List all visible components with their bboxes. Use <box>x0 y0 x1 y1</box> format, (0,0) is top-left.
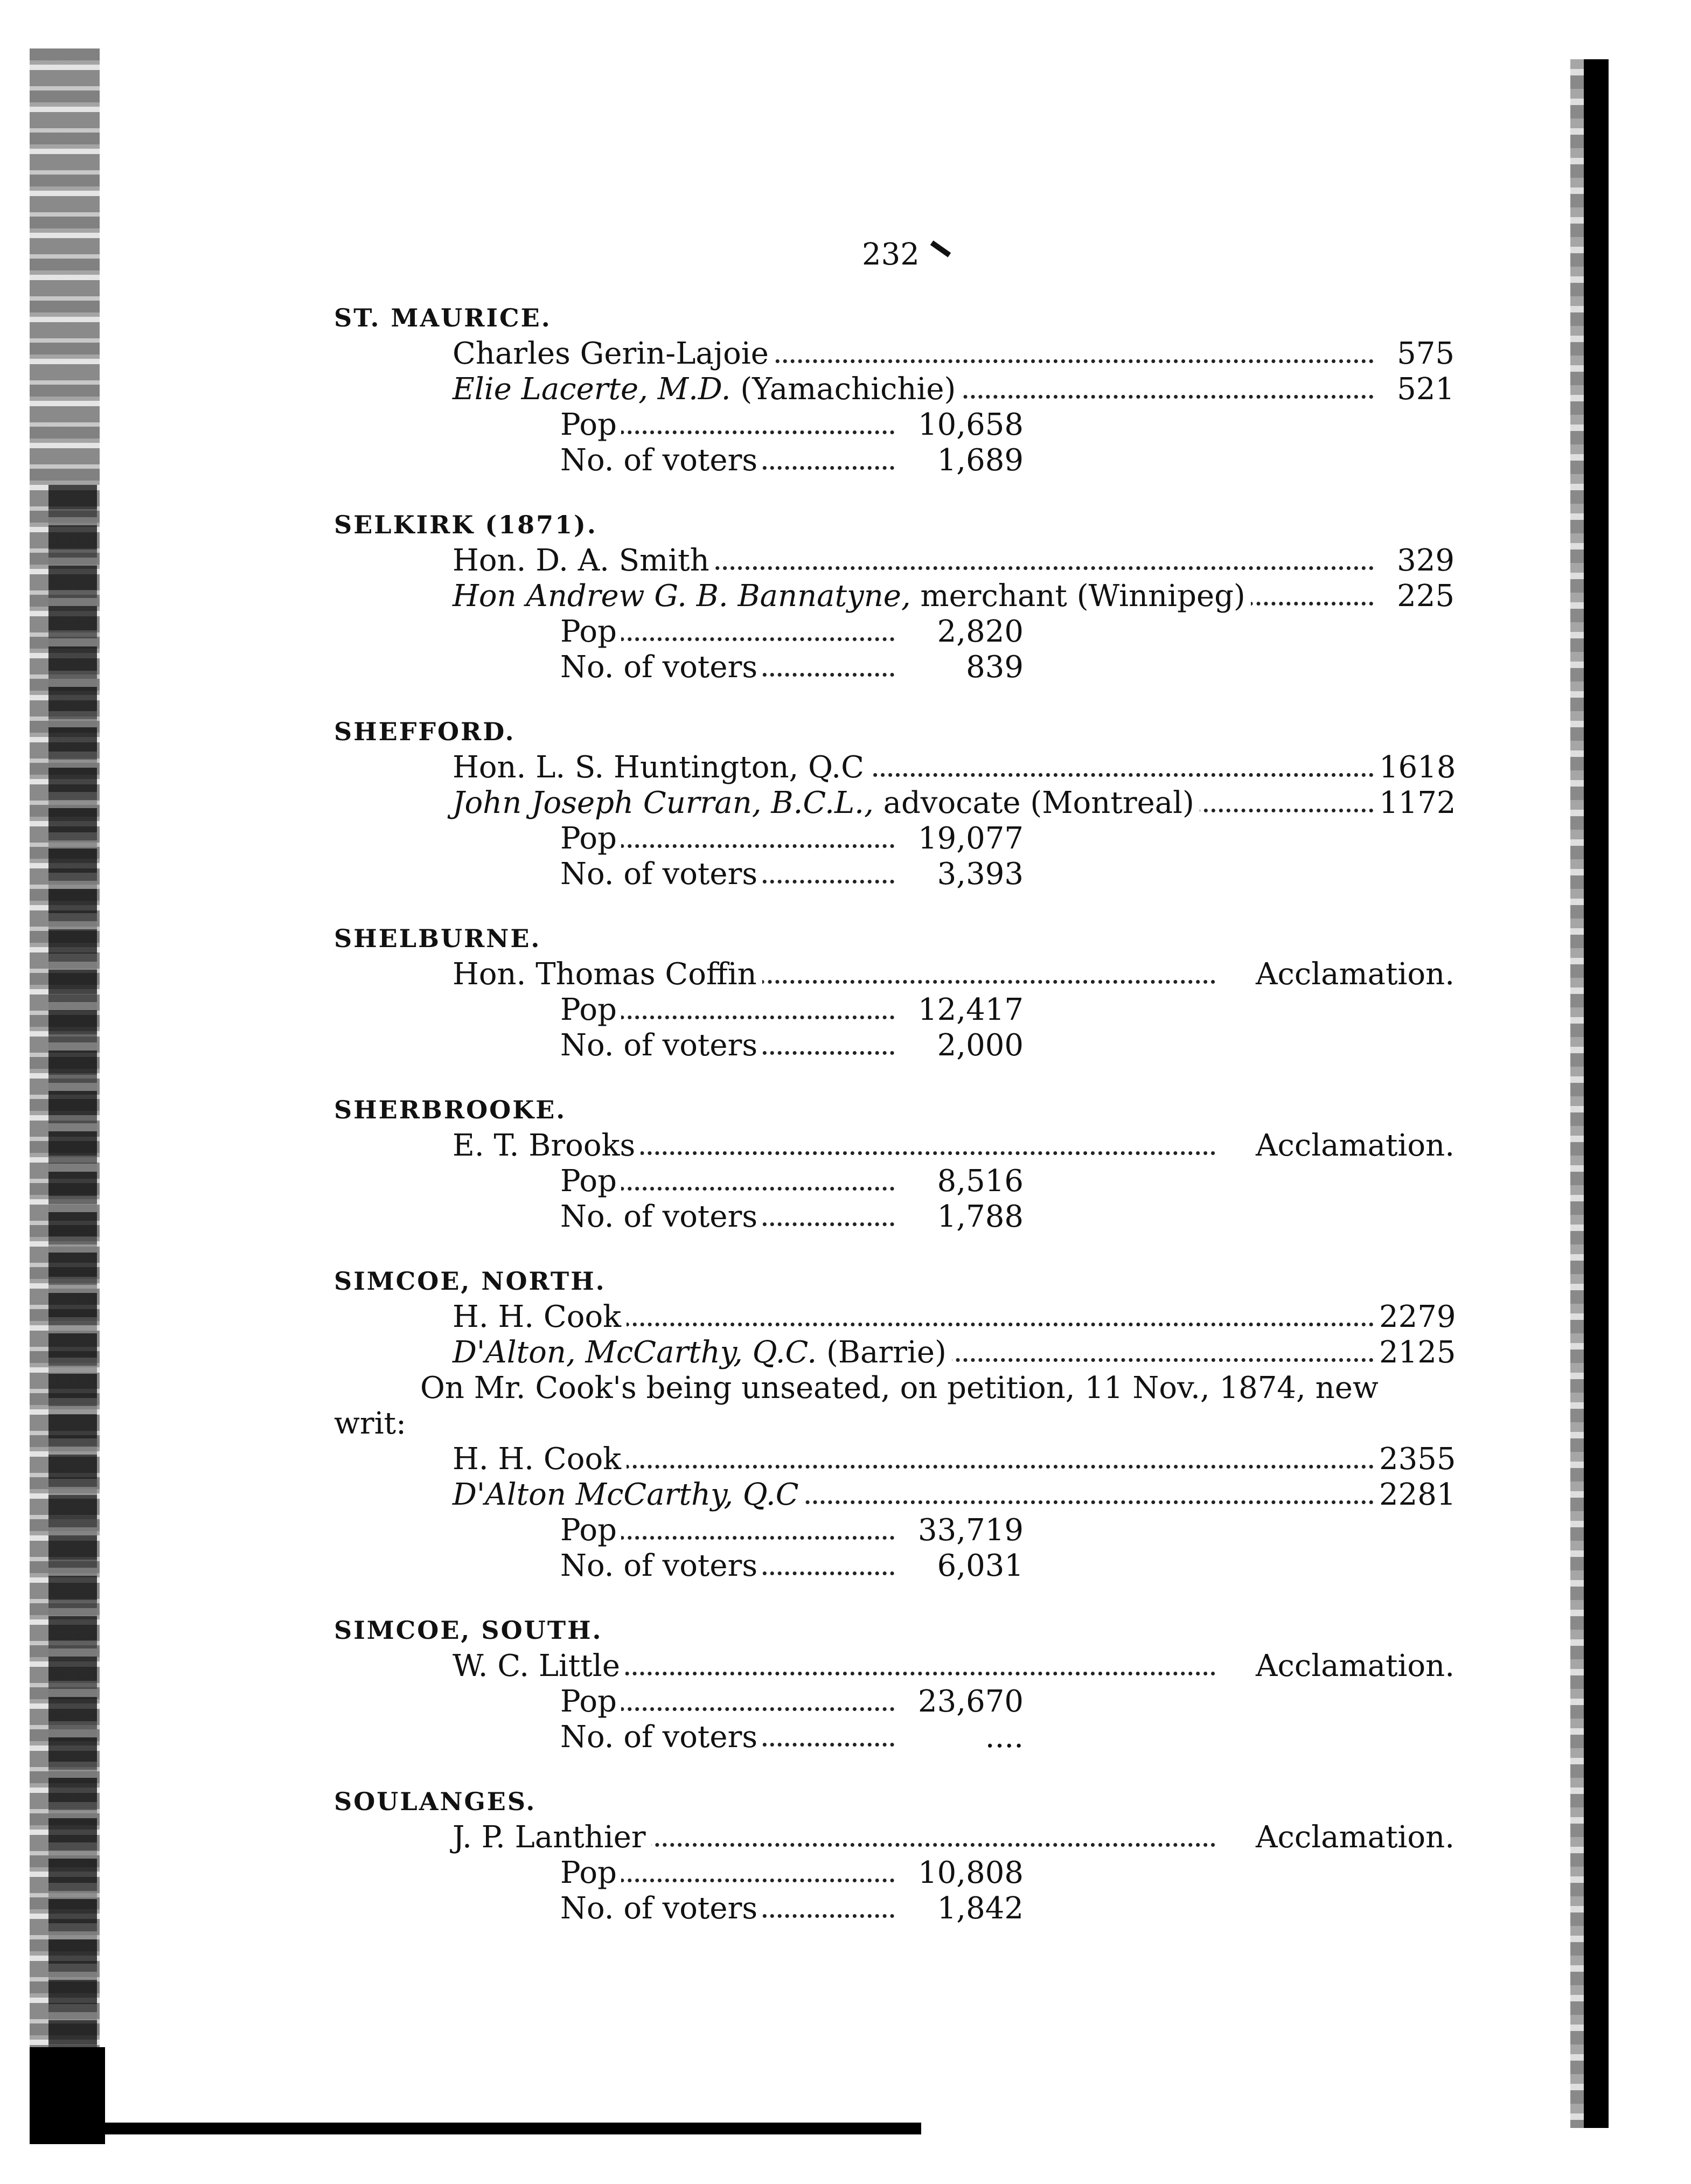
candidate-name: E. T. Brooks <box>453 1128 641 1163</box>
voters-value: 2,000 <box>937 1028 1024 1063</box>
candidate-line <box>334 543 1455 579</box>
candidate-line <box>334 336 1455 372</box>
candidate-line <box>334 1299 1455 1335</box>
constituency-entry <box>334 1265 1455 1584</box>
voters-label: No. of voters <box>560 1891 762 1926</box>
voters-value: 1,788 <box>937 1199 1024 1234</box>
candidate-line <box>334 1128 1455 1164</box>
voters-value: .... <box>985 1720 1024 1755</box>
voters-line <box>334 857 1455 892</box>
voters-label: No. of voters <box>560 650 762 685</box>
candidate-name: J. P. Lanthier <box>453 1820 651 1855</box>
constituency-heading: SHELBURNE. <box>334 924 541 953</box>
constituency-heading: ST. MAURICE. <box>334 303 552 332</box>
candidate-name: H. H. Cook <box>453 1442 627 1477</box>
constituency-entry <box>334 1785 1455 1926</box>
pop-label: Pop <box>560 1855 621 1890</box>
candidate-name: Hon. D. A. Smith <box>453 543 715 578</box>
candidate-name: D'Alton McCarthy, Q.C <box>453 1477 804 1512</box>
pop-value: 33,719 <box>918 1513 1024 1548</box>
voters-value: 1,689 <box>937 443 1024 478</box>
voters-value: 1,842 <box>937 1891 1024 1926</box>
candidate-votes: 225 <box>1379 579 1455 614</box>
candidate-line <box>334 1649 1455 1684</box>
voters-value: 3,393 <box>937 857 1024 892</box>
candidate-name: W. C. Little <box>453 1649 625 1684</box>
candidate-line <box>334 1820 1455 1855</box>
constituency-heading: SHEFFORD. <box>334 717 516 746</box>
constituency-entry <box>334 922 1455 1063</box>
constituency-heading: SELKIRK (1871). <box>334 510 597 539</box>
candidate-votes: 2355 <box>1379 1442 1456 1477</box>
voters-label: No. of voters <box>560 1199 762 1234</box>
candidate-name: Charles Gerin-Lajoie <box>453 336 774 371</box>
pop-label: Pop <box>560 1513 621 1548</box>
pop-label: Pop <box>560 1164 621 1199</box>
candidate-votes: 2125 <box>1379 1335 1456 1370</box>
candidate-votes: 329 <box>1379 543 1455 579</box>
candidate-votes: 521 <box>1379 372 1455 407</box>
candidate-votes: 2281 <box>1379 1477 1456 1512</box>
voters-label: No. of voters <box>560 1720 762 1755</box>
pop-value: 12,417 <box>918 992 1024 1027</box>
candidate-line <box>334 579 1455 614</box>
population-line <box>334 992 1455 1028</box>
voters-line <box>334 650 1455 685</box>
scan-edge-right <box>1584 59 1609 2128</box>
pop-label: Pop <box>560 821 621 856</box>
petition-note-continued: writ: <box>334 1406 406 1441</box>
candidate-votes: Acclamation. <box>1219 957 1455 992</box>
pop-label: Pop <box>560 407 621 442</box>
candidate-votes: 1172 <box>1379 785 1456 820</box>
constituency-entry <box>334 1614 1455 1755</box>
scan-edge-right-noise <box>1570 59 1584 2128</box>
candidate-votes: 2279 <box>1379 1299 1456 1334</box>
pop-label: Pop <box>560 992 621 1027</box>
candidate-votes: Acclamation. <box>1219 1649 1455 1684</box>
voters-line <box>334 1028 1455 1063</box>
candidate-name: Hon. Thomas Coffin <box>453 957 762 992</box>
candidate-line <box>334 1335 1455 1371</box>
pencil-mark <box>930 240 951 257</box>
candidate-line <box>334 372 1455 407</box>
candidate-votes: Acclamation. <box>1219 1820 1455 1855</box>
candidate-name: Hon Andrew G. B. Bannatyne, merchant (Winnipeg) <box>453 579 1251 614</box>
population-line <box>334 1684 1455 1720</box>
pop-value: 2,820 <box>937 614 1024 649</box>
candidate-name: D'Alton, McCarthy, Q.C. (Barrie) <box>453 1335 952 1370</box>
candidate-line <box>334 785 1455 821</box>
constituency-heading: SIMCOE, SOUTH. <box>334 1616 603 1645</box>
voters-line <box>334 443 1455 478</box>
pop-label: Pop <box>560 1684 621 1719</box>
candidate-name: Elie Lacerte, M.D. (Yamachichie) <box>453 372 961 407</box>
constituency-entry <box>334 302 1455 478</box>
constituency-entry <box>334 715 1455 892</box>
population-line <box>334 407 1455 443</box>
scan-edge-left-dark <box>48 485 97 2112</box>
candidate-name: Hon. L. S. Huntington, Q.C <box>453 750 869 785</box>
voters-line <box>334 1199 1455 1235</box>
petition-note: On Mr. Cook's being unseated, on petition, 11 Nov., 1874, new <box>420 1371 1379 1406</box>
pop-value: 23,670 <box>918 1684 1024 1719</box>
population-line <box>334 821 1455 857</box>
page-number: 232 <box>862 237 920 272</box>
constituency-heading: SHERBROOKE. <box>334 1095 567 1124</box>
candidate-line <box>334 957 1455 992</box>
candidate-votes: 575 <box>1379 336 1455 372</box>
population-line <box>334 1513 1455 1548</box>
voters-line <box>334 1891 1455 1926</box>
population-line <box>334 1164 1455 1199</box>
pop-value: 19,077 <box>918 821 1024 856</box>
voters-value: 839 <box>966 650 1024 685</box>
election-returns <box>334 302 1455 1957</box>
voters-label: No. of voters <box>560 1548 762 1583</box>
population-line <box>334 1855 1455 1891</box>
candidate-votes: Acclamation. <box>1219 1128 1455 1164</box>
pop-label: Pop <box>560 614 621 649</box>
constituency-heading: SOULANGES. <box>334 1787 537 1816</box>
voters-line <box>334 1720 1455 1755</box>
population-line <box>334 614 1455 650</box>
voters-label: No. of voters <box>560 1028 762 1063</box>
constituency-heading: SIMCOE, NORTH. <box>334 1267 606 1296</box>
voters-label: No. of voters <box>560 443 762 478</box>
voters-line <box>334 1548 1455 1584</box>
candidate-line <box>334 1442 1455 1477</box>
candidate-votes: 1618 <box>1379 750 1456 785</box>
candidate-name: H. H. Cook <box>453 1299 627 1334</box>
pop-value: 10,658 <box>918 407 1024 442</box>
voters-value: 6,031 <box>937 1548 1024 1583</box>
pop-value: 8,516 <box>937 1164 1024 1199</box>
voters-label: No. of voters <box>560 857 762 892</box>
candidate-name: John Joseph Curran, B.C.L., advocate (Montreal) <box>453 785 1200 820</box>
constituency-entry <box>334 509 1455 685</box>
scan-edge-bottom <box>32 2123 921 2134</box>
candidate-line <box>334 750 1455 785</box>
pop-value: 10,808 <box>918 1855 1024 1890</box>
candidate-line <box>334 1477 1455 1513</box>
constituency-entry <box>334 1094 1455 1235</box>
